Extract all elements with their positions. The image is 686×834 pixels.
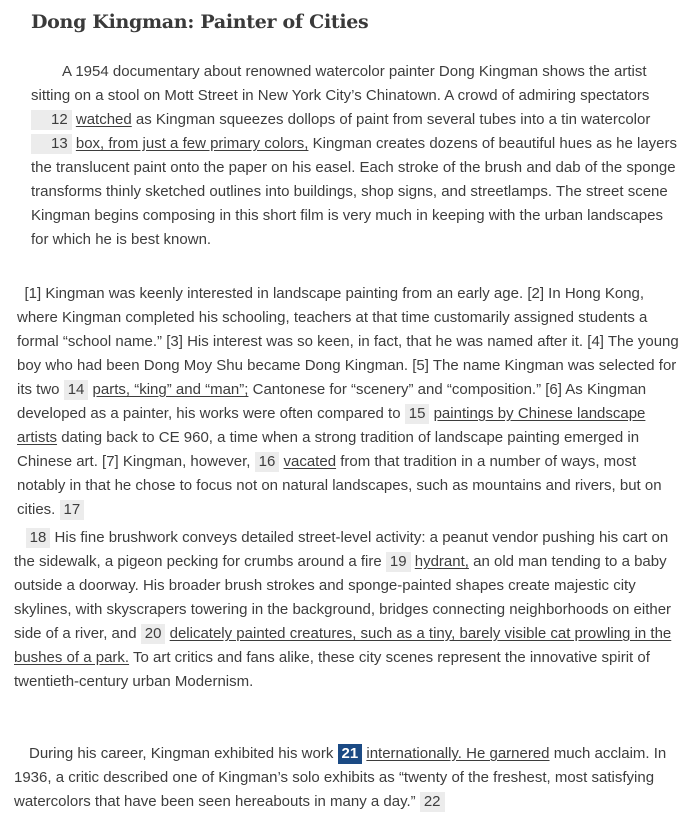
- question-number-22[interactable]: 22: [420, 792, 445, 812]
- sentence-5-end: Cantonese for “scenery” and “composition.”: [252, 381, 542, 398]
- underlined-portion-13[interactable]: box, from just a few primary colors,: [75, 135, 309, 152]
- question-number-17[interactable]: 17: [60, 500, 85, 520]
- underlined-portion-12[interactable]: watched: [75, 111, 132, 128]
- question-number-15[interactable]: 15: [405, 404, 430, 424]
- underlined-portion-16[interactable]: vacated: [283, 453, 337, 470]
- paragraph-2: [17, 282, 681, 522]
- page-title: Dong Kingman: Painter of Cities: [31, 11, 369, 33]
- sentence-2: [2] In Hong Kong, where Kingman completed his schooling, teachers at that time customarily assigned students a formal “school name.”: [17, 285, 648, 350]
- sentence-6-end: dating back to CE 960, a time when a strong tradition of landscape painting emerged in Chinese art.: [17, 429, 640, 470]
- question-number-21[interactable]: 21: [338, 744, 363, 764]
- sentence-4: [4] The young boy who had been Dong Moy Shu became Dong Kingman.: [17, 333, 679, 374]
- sentence-3: [3] His interest was so keen, in fact, that he was named after it.: [166, 333, 584, 350]
- question-number-14[interactable]: 14: [64, 380, 89, 400]
- text-segment: A 1954 documentary about renowned watercolor painter Dong Kingman shows the artist sitting on a stool on Mott Street in New York City’s Chinatown. A crowd of admiring spectators: [31, 63, 650, 104]
- text-segment: Kingman creates dozens of beautiful hues as he layers the translucent paint onto the paper on his easel. Each stroke of the brush and dab of the sponge transforms thinly sketched outlines into buildings, shop signs, and streetlamps. The street scene Kingman begins composing in this short film is very much in keeping with the urban landscapes for which he is best known.: [31, 135, 677, 248]
- question-number-18[interactable]: 18: [26, 528, 51, 548]
- text-segment: His fine brushwork conveys detailed street-level activity: a peanut vendor pushing his cart on the sidewalk, a pigeon pecking for crumbs around a fire: [14, 529, 669, 570]
- question-number-19[interactable]: 19: [386, 552, 411, 572]
- sentence-5-start: [5] The name Kingman was selected for its two: [17, 357, 677, 398]
- question-number-20[interactable]: 20: [141, 624, 166, 644]
- question-number-12[interactable]: 12: [31, 110, 72, 130]
- sentence-6-start: [6] As Kingman developed as a painter, his works were often compared to: [17, 381, 647, 422]
- underlined-portion-21[interactable]: internationally. He garnered: [366, 745, 550, 762]
- text-segment: During his career, Kingman exhibited his work: [29, 745, 334, 762]
- underlined-portion-19[interactable]: hydrant,: [414, 553, 469, 570]
- text-segment: as Kingman squeezes dollops of paint from several tubes into a tin watercolor: [135, 111, 651, 128]
- sentence-7-start: [7] Kingman, however,: [102, 453, 251, 470]
- text-segment: an old man tending to a baby outside a doorway. His broader brush strokes and sponge-painted shapes create majestic city skylines, with skyscrapers towering in the background, bridges connecting neighborhoods on either side of a river, and: [14, 553, 672, 642]
- text-segment: much acclaim. In 1936, a critic described one of Kingman’s solo exhibits as “twenty of the freshest, most satisfying watercolors that have been seen hereabouts in many a day.”: [14, 745, 667, 810]
- underlined-portion-14[interactable]: parts, “king” and “man”;: [92, 381, 249, 398]
- question-number-13[interactable]: 13: [31, 134, 72, 154]
- sentence-7-end: from that tradition in a number of ways, most notably in that he chose to focus not on natural landscapes, such as mountains and rivers, but on cities.: [17, 453, 662, 518]
- text-segment: To art critics and fans alike, these city scenes represent the innovative spirit of twentieth-century urban Modernism.: [14, 649, 650, 690]
- paragraph-4: [14, 742, 674, 814]
- paragraph-3: [14, 526, 674, 694]
- underlined-portion-15[interactable]: paintings by Chinese landscape artists: [17, 405, 646, 446]
- sentence-1: [1] Kingman was keenly interested in landscape painting from an early age.: [24, 285, 524, 302]
- underlined-portion-20[interactable]: delicately painted creatures, such as a tiny, barely visible cat prowling in the bushes of a park.: [14, 625, 672, 666]
- question-number-16[interactable]: 16: [255, 452, 280, 472]
- paragraph-1: [31, 60, 681, 252]
